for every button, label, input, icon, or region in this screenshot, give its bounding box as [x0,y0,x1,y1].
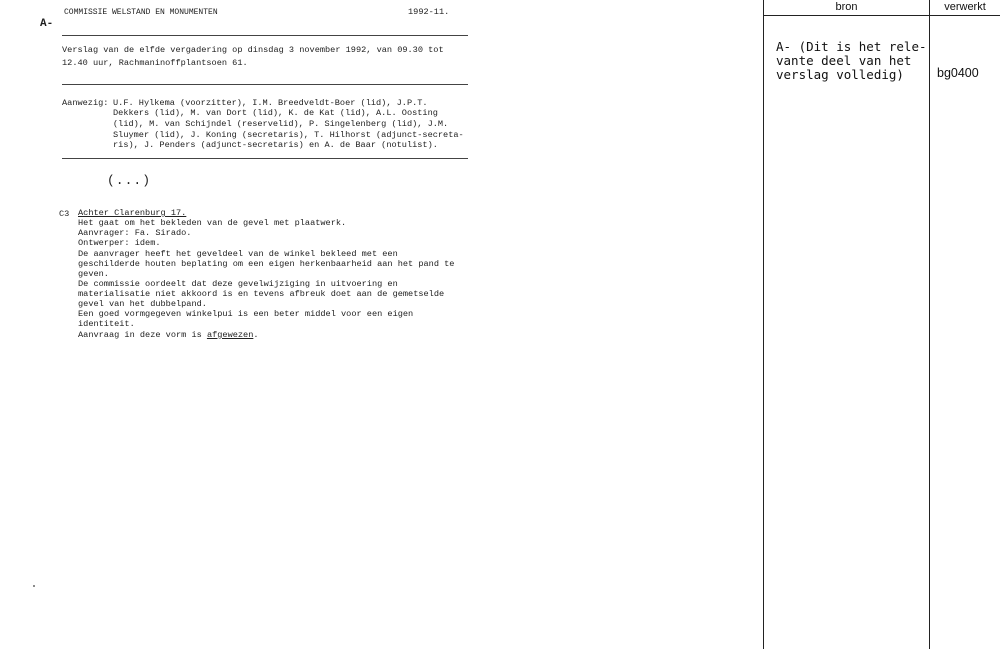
committee-title: COMMISSIE WELSTAND EN MONUMENTEN [64,8,218,17]
intro-line-2: 12.40 uur, Rachmaninoffplantsoen 61. [62,58,248,68]
item-number: C3 [59,209,70,219]
verwerkt-code: bg0400 [937,66,979,80]
item-title: Achter Clarenburg 17. [78,208,187,218]
attendance-label: Aanwezig: [62,98,109,108]
item-line-1: Het gaat om het bekleden van de gevel met plaatwerk. [78,218,347,228]
item-line-10: Een goed vormgegeven winkelpui is een beter middel voor een eigen [78,309,414,319]
bron-note-line-3: verslag volledig) [776,67,904,82]
bron-note-line-1: A- (Dit is het rele- [776,39,927,54]
scan-speck [33,585,35,587]
attendance-line-3: (lid), M. van Schijndel (reservelid), P. Singelenberg (lid), J.M. [113,119,449,129]
item-line-7: De commissie oordeelt dat deze gevelwijziging in uitvoering en [78,279,398,289]
attendance-line-5: ris), J. Penders (adjunct-secretaris) en A. de Baar (notulist). [113,140,438,150]
divider-top [62,35,468,36]
column-divider-left [763,0,764,649]
divider-intro [62,84,468,85]
bron-column-header: bron [764,0,929,16]
omission-ellipsis: (...) [107,173,152,188]
item-verdict [78,330,259,340]
intro-line-1: Verslag van de elfde vergadering op dinsdag 3 november 1992, van 09.30 tot [62,45,444,55]
item-line-2: Aanvrager: Fa. Sirado. [78,228,192,238]
item-line-6: geven. [78,269,109,279]
section-marker: A- [40,18,54,30]
item-line-11: identiteit. [78,319,135,329]
attendance-line-1: U.F. Hylkema (voorzitter), I.M. Breedveldt-Boer (lid), J.P.T. [113,98,428,108]
item-line-9: gevel van het dubbelpand. [78,299,207,309]
attendance-line-4: Sluymer (lid), J. Koning (secretaris), T. Hilhorst (adjunct-secreta- [113,130,464,140]
verwerkt-column-header: verwerkt [930,0,1000,16]
item-line-3: Ontwerper: idem. [78,238,161,248]
item-line-4: De aanvrager heeft het geveldeel van de winkel bekleed met een [78,249,398,259]
item-line-5: geschilderde houten beplating om een eigen herkenbaarheid aan het pand te [78,259,455,269]
item-line-8: materialisatie niet akkoord is en tevens afbreuk doet aan de gemetselde [78,289,445,299]
report-date: 1992-11. [408,7,450,17]
verdict-suffix: . [253,330,259,340]
divider-attendance [62,158,468,159]
attendance-line-2: Dekkers (lid), M. van Dort (lid), K. de Kat (lid), A.L. Oosting [113,108,438,118]
verdict-prefix: Aanvraag in deze vorm is [78,330,207,340]
verdict-word: afgewezen [206,330,254,340]
bron-note-line-2: vante deel van het [776,53,912,68]
column-divider-right [929,0,930,649]
